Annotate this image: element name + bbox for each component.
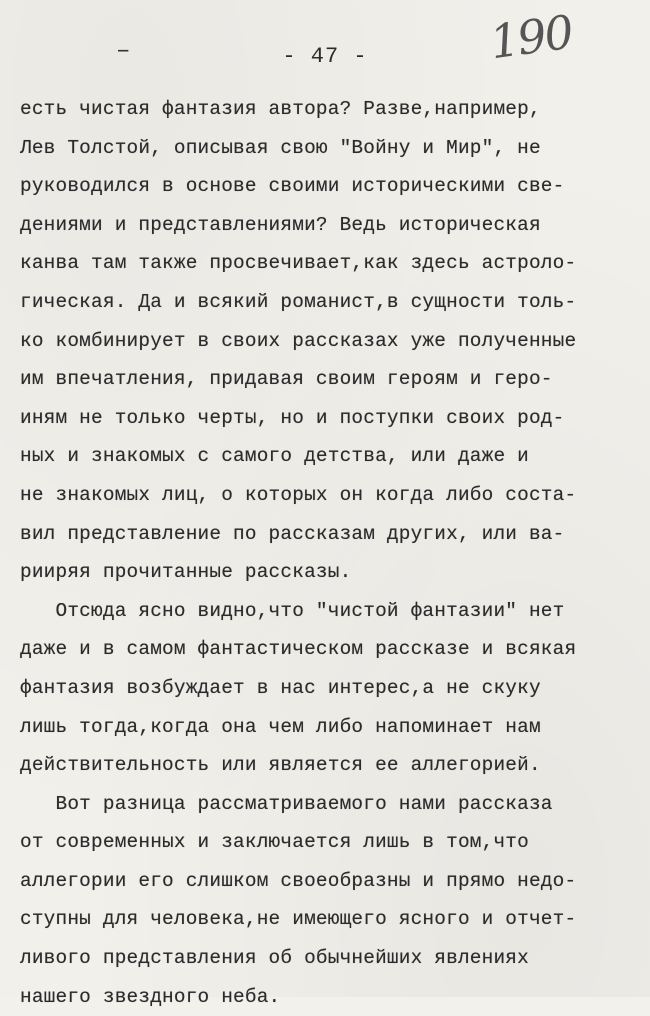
text-line: даже и в самом фантастическом рассказе и всякая [20, 638, 577, 661]
handwritten-archive-number: 190 [486, 4, 576, 70]
text-line: дениями и представлениями? Ведь историческая [20, 213, 541, 236]
text-line: ступны для человека,не имеющего ясного и отчет- [20, 908, 577, 931]
text-line: рииряя прочитанные рассказы. [20, 561, 352, 584]
text-line: есть чистая фантазия автора? Разве,например, [20, 98, 541, 120]
text-line: от современных и заключается лишь в том,что [20, 831, 529, 854]
text-line: фантазия возбуждает в нас интерес,а не скуку [20, 676, 541, 699]
text-line: Лев Толстой, описывая свою "Войну и Мир", не [20, 136, 541, 159]
text-line: гическая. Да и всякий романист,в сущности толь- [20, 290, 577, 313]
text-line: Вот разница рассматриваемого нами рассказа [20, 792, 553, 815]
text-line: Отсюда ясно видно,что "чистой фантазии" нет [20, 599, 565, 622]
text-line: ных и знакомых с самого детства, или даже и [20, 445, 529, 468]
text-line: действительность или является ее аллегорией. [20, 754, 541, 777]
page-number: - 47 - [282, 44, 368, 69]
text-line: ко комбинирует в своих рассказах уже полученные [20, 329, 577, 352]
text-line: не знакомых лиц, о которых он когда либо соста- [20, 483, 577, 506]
text-line: лишь тогда,когда она чем либо напоминает нам [20, 715, 541, 738]
text-line: ливого представления об обычнейших явлениях [20, 947, 529, 970]
text-line: руководился в основе своими историческими све- [20, 175, 565, 198]
text-line: нашего звездного неба. [20, 985, 281, 1008]
text-line: им впечатления, придавая своим героям и геро- [20, 368, 553, 391]
text-line: канва там также просвечивает,как здесь астроло- [20, 252, 577, 275]
text-line: иням не только черты, но и поступки своих род- [20, 406, 565, 429]
margin-dash-mark: – [116, 38, 131, 65]
text-line: вил представление по рассказам других, или ва- [20, 522, 565, 545]
body-text [20, 90, 640, 1016]
text-line: аллегории его слишком своеобразны и прямо недо- [20, 869, 577, 892]
